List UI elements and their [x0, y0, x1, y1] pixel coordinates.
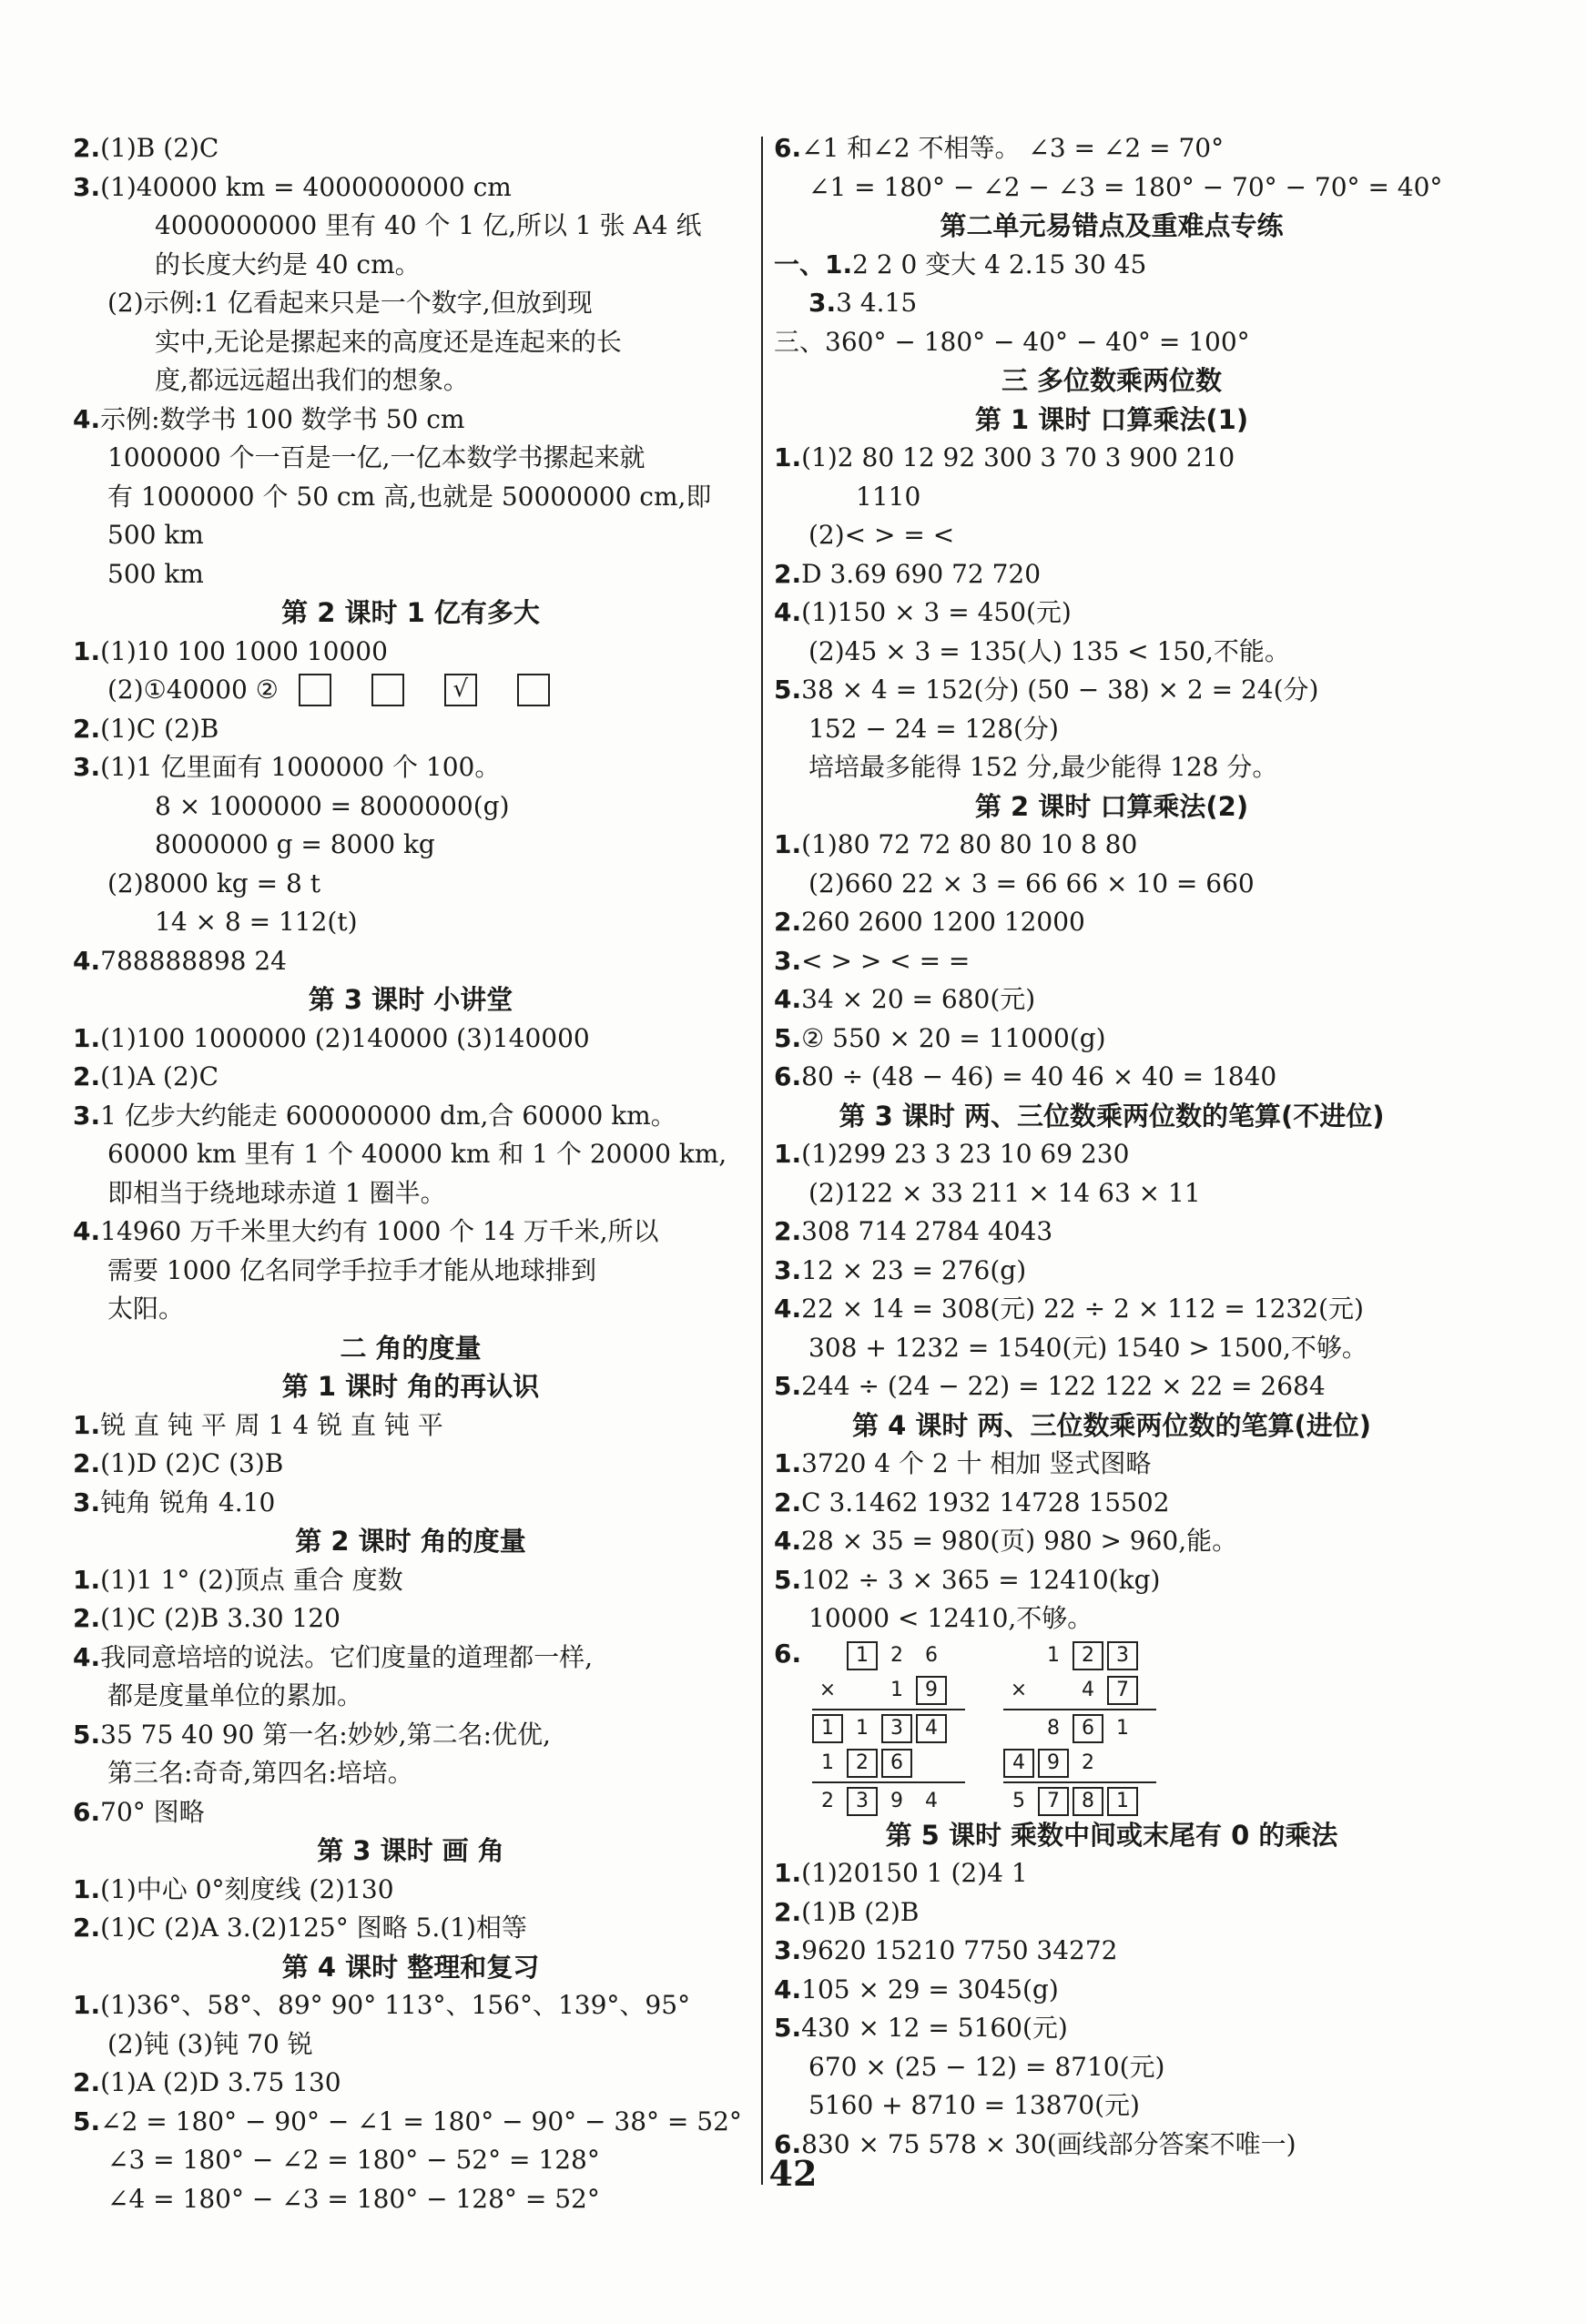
- digit-cell: 2: [890, 1644, 903, 1667]
- answer-line: ∠4 = 180° − ∠3 = 180° − 128° = 52°: [107, 2183, 600, 2214]
- filled-digit-box: 6: [881, 1749, 912, 1778]
- answer-line: 5.35 75 40 90 第一名:妙妙,第二名:优优,: [73, 1719, 551, 1750]
- section-heading: 第 3 课时 两、三位数乘两位数的笔算(不进位): [839, 1100, 1385, 1132]
- question-number: 6.: [73, 1796, 101, 1827]
- calc-rule-line: [1003, 1781, 1156, 1783]
- answer-checkbox: [371, 674, 404, 706]
- answer-line: 1.(1)100 1000000 (2)140000 (3)140000: [73, 1022, 590, 1053]
- answer-line: 6.80 ÷ (48 − 46) = 40 46 × 40 = 1840: [774, 1061, 1277, 1091]
- question-number: 4.: [774, 1526, 802, 1556]
- answer-line: 4.我同意培培的说法。它们度量的道理都一样,: [73, 1641, 594, 1672]
- calc-rule-line: [1003, 1709, 1156, 1710]
- question-number: 4.: [73, 1641, 101, 1672]
- section-heading: 三 多位数乘两位数: [1001, 365, 1223, 396]
- answer-line: 1.锐 直 钝 平 周 1 4 锐 直 钝 平: [73, 1409, 443, 1440]
- answer-line: 太阳。: [107, 1294, 185, 1324]
- question-number: 3.: [73, 171, 101, 202]
- question-number: 2.: [774, 1216, 802, 1246]
- filled-digit-box: 3: [847, 1787, 878, 1816]
- answer-line: 的长度大约是 40 cm。: [155, 249, 421, 279]
- answer-line: 8 × 1000000 = 8000000(g): [155, 790, 510, 821]
- answer-line: 6.∠1 和∠2 不相等。 ∠3 = ∠2 = 70°: [774, 133, 1225, 163]
- answer-line: 有 1000000 个 50 cm 高,也就是 50000000 cm,即: [107, 481, 712, 512]
- answer-line: 2.D 3.69 690 72 720: [774, 558, 1042, 589]
- digit-cell: 4: [1082, 1679, 1094, 1701]
- question-number: 2.: [73, 133, 101, 163]
- calc-row: [1003, 1673, 1158, 1708]
- answer-line: 152 − 24 = 128(分): [808, 713, 1059, 744]
- answer-line: 3.< > > < = =: [774, 945, 971, 976]
- question-number: 3.: [73, 1487, 101, 1517]
- box-row-prefix: (2)①40000 ②: [107, 675, 279, 705]
- section-heading: 第 2 课时 口算乘法(2): [974, 790, 1249, 822]
- answer-line: 2.C 3.1462 1932 14728 15502: [774, 1487, 1170, 1517]
- answer-line: 1000000 个一百是一亿,一亿本数学书摞起来就: [107, 442, 646, 472]
- section-heading: 第 3 课时 画 角: [317, 1835, 504, 1866]
- question-number: 4.: [73, 945, 101, 976]
- question-number: 1.: [73, 635, 101, 666]
- question-number: 3.: [808, 288, 837, 318]
- answer-line: 670 × (25 − 12) = 8710(元): [808, 2051, 1165, 2082]
- calc-row: [812, 1746, 967, 1781]
- answer-line: 2.(1)C (2)A 3.(2)125° 图略 5.(1)相等: [73, 1913, 527, 1943]
- answer-checkbox: [517, 674, 550, 706]
- answer-line: 2.(1)B (2)C: [73, 133, 219, 163]
- answer-line: 3.3 4.15: [808, 288, 918, 318]
- digit-cell: 1: [1047, 1644, 1060, 1667]
- question-number: 5.: [774, 1564, 802, 1595]
- answer-line: 6.70° 图略: [73, 1796, 205, 1827]
- digit-cell: 1: [821, 1751, 834, 1774]
- digit-cell: 2: [1082, 1751, 1094, 1774]
- question-number: 2.: [774, 907, 802, 937]
- right-column: [774, 129, 1449, 2164]
- answer-line: 308 + 1232 = 1540(元) 1540 > 1500,不够。: [808, 1332, 1367, 1363]
- answer-line: (2)660 22 × 3 = 66 66 × 10 = 660: [808, 868, 1255, 898]
- answer-line: 培培最多能得 152 分,最少能得 128 分。: [808, 752, 1278, 782]
- question-number: 4.: [774, 1974, 802, 2004]
- filled-digit-box: 6: [1073, 1714, 1103, 1743]
- question-number: 4.: [774, 597, 802, 627]
- answer-line: 实中,无论是摞起来的高度还是连起来的长: [155, 326, 622, 357]
- digit-cell: 1: [1116, 1717, 1129, 1740]
- filled-digit-box: 1: [1107, 1787, 1138, 1816]
- question-number: 一、1.: [774, 249, 853, 279]
- answer-line: 3.钝角 锐角 4.10: [73, 1487, 276, 1517]
- answer-line: 4.22 × 14 = 308(元) 22 ÷ 2 × 112 = 1232(元): [774, 1294, 1364, 1324]
- answer-line: 4.示例:数学书 100 数学书 50 cm: [73, 403, 465, 434]
- digit-cell: 5: [1012, 1790, 1025, 1812]
- answer-line: 8000000 g = 8000 kg: [155, 829, 435, 859]
- answer-line: 4.(1)150 × 3 = 450(元): [774, 597, 1072, 627]
- answer-line: 1.(1)20150 1 (2)4 1: [774, 1858, 1028, 1888]
- calc-rule-line: [812, 1709, 965, 1710]
- digit-cell: 1: [856, 1717, 869, 1740]
- filled-digit-box: 7: [1107, 1676, 1138, 1705]
- digit-cell: 2: [821, 1790, 834, 1812]
- question-number: 2.: [73, 1061, 101, 1091]
- answer-line: 5.430 × 12 = 5160(元): [774, 2013, 1068, 2043]
- question-number: 2.: [774, 558, 802, 589]
- answer-line: 1.3720 4 个 2 十 相加 竖式图略: [774, 1448, 1152, 1478]
- answer-line: 500 km: [107, 520, 204, 550]
- question-number: 4.: [73, 1216, 101, 1246]
- question-number: 1.: [774, 1139, 802, 1169]
- answer-line: 度,都远远超出我们的想象。: [155, 365, 469, 395]
- question-number: 3.: [73, 752, 101, 782]
- answer-line: 6.830 × 75 578 × 30(画线部分答案不唯一): [774, 2128, 1296, 2159]
- question-number: 1.: [774, 1448, 802, 1478]
- answer-line: 5.102 ÷ 3 × 365 = 12410(kg): [774, 1564, 1161, 1595]
- answer-line: 1.(1)36°、58°、89° 90° 113°、156°、139°、95°: [73, 1990, 691, 2020]
- page-number: 42: [768, 2153, 818, 2194]
- filled-digit-box: 9: [1038, 1749, 1069, 1778]
- section-heading: 第 2 课时 1 亿有多大: [281, 597, 540, 628]
- question-number: 1.: [73, 1022, 101, 1053]
- answer-line: 4.105 × 29 = 3045(g): [774, 1974, 1059, 2004]
- section-heading: 第二单元易错点及重难点专练: [940, 210, 1284, 241]
- answer-line: 1.(1)2 80 12 92 300 3 70 3 900 210: [774, 442, 1235, 472]
- filled-digit-box: 4: [916, 1714, 947, 1743]
- column-divider: [761, 137, 763, 2185]
- answer-line: 2.(1)A (2)C: [73, 1061, 219, 1091]
- answer-line: 5.∠2 = 180° − 90° − ∠1 = 180° − 90° − 38° = 52°: [73, 2106, 742, 2136]
- question-number: 1.: [73, 1409, 101, 1440]
- answer-line: (2)示例:1 亿看起来只是一个数字,但放到现: [107, 288, 593, 318]
- question-number: 2.: [73, 1603, 101, 1633]
- question-number: 2.: [73, 713, 101, 744]
- vertical-multiplication-grid: [1003, 1639, 1158, 1819]
- digit-cell: 1: [890, 1679, 903, 1701]
- answer-line: 即相当于绕地球赤道 1 圈半。: [107, 1177, 446, 1208]
- answer-line: 一、1.2 2 0 变大 4 2.15 30 45: [774, 249, 1147, 279]
- digit-cell: 4: [925, 1790, 938, 1812]
- answer-line: 3.1 亿步大约能走 600000000 dm,合 60000 km。: [73, 1100, 676, 1131]
- question-number: 5.: [774, 675, 802, 705]
- calc-row: [812, 1784, 967, 1819]
- left-column: [73, 129, 748, 2218]
- answer-line: (2)122 × 33 211 × 14 63 × 11: [808, 1177, 1201, 1208]
- calc-row: [1003, 1784, 1158, 1819]
- answer-line: 14 × 8 = 112(t): [155, 907, 358, 937]
- answer-line: 3.12 × 23 = 276(g): [774, 1254, 1027, 1285]
- answer-line: 3.(1)40000 km = 4000000000 cm: [73, 171, 512, 202]
- answer-line: 4000000000 里有 40 个 1 亿,所以 1 张 A4 纸: [155, 210, 702, 240]
- answer-line: 1.(1)299 23 3 23 10 69 230: [774, 1139, 1130, 1169]
- digit-cell: [1038, 1676, 1069, 1705]
- answer-line: 2.(1)D (2)C (3)B: [73, 1448, 284, 1478]
- answer-line: (2)8000 kg = 8 t: [107, 868, 320, 898]
- digit-cell: 9: [890, 1790, 903, 1812]
- answer-line: 需要 1000 亿名同学手拉手才能从地球排到: [107, 1254, 597, 1285]
- question-number: 2.: [774, 1487, 802, 1517]
- digit-cell: [916, 1749, 947, 1778]
- digit-cell: [812, 1641, 843, 1670]
- section-heading: 第 1 课时 口算乘法(1): [974, 403, 1249, 435]
- question-number: 2.: [73, 2067, 101, 2097]
- answer-line: ∠1 = 180° − ∠2 − ∠3 = 180° − 70° − 70° = 40°: [808, 171, 1443, 202]
- question-number: 2.: [73, 1448, 101, 1478]
- section-heading: 二 角的度量: [340, 1332, 482, 1364]
- digit-cell: 8: [1047, 1717, 1060, 1740]
- calc-row: [812, 1673, 967, 1708]
- answer-line: 5.38 × 4 = 152(分) (50 − 38) × 2 = 24(分): [774, 675, 1319, 705]
- question-number: 3.: [73, 1100, 101, 1131]
- question-number: 6.: [774, 1061, 802, 1091]
- question-number: 2.: [774, 1896, 802, 1927]
- answer-line: 4.34 × 20 = 680(元): [774, 984, 1036, 1014]
- answer-line: (2)45 × 3 = 135(人) 135 < 150,不能。: [808, 635, 1290, 666]
- question-number: 5.: [73, 2106, 101, 2136]
- digit-cell: [847, 1676, 878, 1705]
- question-number: 6.: [774, 133, 802, 163]
- answer-line: 4.28 × 35 = 980(页) 980 > 960,能。: [774, 1526, 1238, 1556]
- question-number: 1.: [73, 1564, 101, 1595]
- answer-line: 3.(1)1 亿里面有 1000000 个 100。: [73, 752, 501, 782]
- answer-line: 2.(1)C (2)B: [73, 713, 219, 744]
- vertical-multiplication-grid: [812, 1639, 967, 1819]
- question-number: 4.: [774, 984, 802, 1014]
- digit-cell: [1003, 1641, 1034, 1670]
- answer-line: 4.788888898 24: [73, 945, 287, 976]
- answer-line: 都是度量单位的累加。: [107, 1680, 363, 1710]
- answer-line: 10000 < 12410,不够。: [808, 1603, 1093, 1633]
- question-number: 4.: [774, 1294, 802, 1324]
- vertical-multiplication-block: [774, 1639, 1449, 1816]
- calc-row: [812, 1639, 967, 1673]
- filled-digit-box: 2: [1073, 1641, 1103, 1670]
- question-number: 3.: [774, 1254, 802, 1285]
- answer-line: 2.308 714 2784 4043: [774, 1216, 1053, 1246]
- question-number: 2.: [73, 1913, 101, 1943]
- answer-line: 2.(1)B (2)B: [774, 1896, 920, 1927]
- answer-line: 1.(1)1 1° (2)顶点 重合 度数: [73, 1564, 403, 1595]
- calc-row: [1003, 1711, 1158, 1746]
- section-heading: 第 1 课时 角的再认识: [281, 1371, 540, 1402]
- digit-cell: [1003, 1714, 1034, 1743]
- digit-cell: ×: [818, 1679, 837, 1701]
- section-heading: 第 5 课时 乘数中间或末尾有 0 的乘法: [885, 1819, 1338, 1851]
- answer-checkbox: √: [444, 674, 477, 706]
- answer-line: 1.(1)80 72 72 80 80 10 8 80: [774, 829, 1138, 859]
- calc-row: [1003, 1746, 1158, 1781]
- calc-row: [1003, 1639, 1158, 1673]
- filled-digit-box: 2: [847, 1749, 878, 1778]
- filled-digit-box: 1: [812, 1714, 843, 1743]
- answer-line: 3.9620 15210 7750 34272: [774, 1935, 1118, 1965]
- answer-checkbox: [299, 674, 331, 706]
- question-number: 3.: [774, 945, 802, 976]
- answer-line: 1.(1)中心 0°刻度线 (2)130: [73, 1873, 394, 1904]
- answer-line: 三、360° − 180° − 40° − 40° = 100°: [774, 326, 1250, 357]
- answer-line: 5.244 ÷ (24 − 22) = 122 122 × 22 = 2684: [774, 1371, 1326, 1401]
- calc-row: [812, 1711, 967, 1746]
- answer-line: 1.(1)10 100 1000 10000: [73, 635, 388, 666]
- filled-digit-box: 1: [847, 1641, 878, 1670]
- section-heading: 第 3 课时 小讲堂: [308, 984, 513, 1015]
- question-number: 1.: [73, 1873, 101, 1904]
- question-number: 6.: [774, 1638, 802, 1669]
- question-number: 5.: [774, 2013, 802, 2043]
- question-number: 1.: [774, 442, 802, 472]
- filled-digit-box: 7: [1038, 1787, 1069, 1816]
- answer-line: 5160 + 8710 = 13870(元): [808, 2090, 1140, 2120]
- answer-line: 2.(1)A (2)D 3.75 130: [73, 2067, 341, 2097]
- calc-rule-line: [812, 1781, 965, 1783]
- answer-line: (2)< > = <: [808, 520, 955, 550]
- question-number: 5.: [774, 1022, 802, 1053]
- question-number: 5.: [73, 1719, 101, 1750]
- digit-cell: ×: [1010, 1679, 1028, 1701]
- filled-digit-box: 3: [1107, 1641, 1138, 1670]
- question-number: 1.: [774, 829, 802, 859]
- section-heading: 第 2 课时 角的度量: [295, 1526, 526, 1557]
- answer-line: 4.14960 万千米里大约有 1000 个 14 万千米,所以: [73, 1216, 659, 1246]
- answer-line: 60000 km 里有 1 个 40000 km 和 1 个 20000 km,: [107, 1139, 727, 1169]
- question-number: 6.: [774, 2128, 802, 2159]
- answer-line: 5.② 550 × 20 = 11000(g): [774, 1022, 1106, 1053]
- answer-box-row: [73, 671, 748, 710]
- answer-line: (2)钝 (3)钝 70 锐: [107, 2028, 313, 2059]
- answer-line: 500 km: [107, 558, 204, 589]
- question-number: 5.: [774, 1371, 802, 1401]
- answer-line: ∠3 = 180° − ∠2 = 180° − 52° = 128°: [107, 2145, 600, 2175]
- section-heading: 第 4 课时 两、三位数乘两位数的笔算(进位): [852, 1409, 1371, 1441]
- answer-line: 2.260 2600 1200 12000: [774, 907, 1085, 937]
- filled-digit-box: 4: [1003, 1749, 1034, 1778]
- digit-cell: 6: [925, 1644, 938, 1667]
- digit-cell: [1107, 1749, 1138, 1778]
- filled-digit-box: 9: [916, 1676, 947, 1705]
- filled-digit-box: 8: [1073, 1787, 1103, 1816]
- answer-line: 1110: [856, 481, 921, 512]
- answer-line: 第三名:奇奇,第四名:培培。: [107, 1758, 413, 1788]
- question-number: 1.: [774, 1858, 802, 1888]
- filled-digit-box: 3: [881, 1714, 912, 1743]
- question-number: 1.: [73, 1990, 101, 2020]
- answer-line: 2.(1)C (2)B 3.30 120: [73, 1603, 341, 1633]
- question-number: 4.: [73, 403, 101, 434]
- question-number: 3.: [774, 1935, 802, 1965]
- section-heading: 第 4 课时 整理和复习: [281, 1951, 540, 1983]
